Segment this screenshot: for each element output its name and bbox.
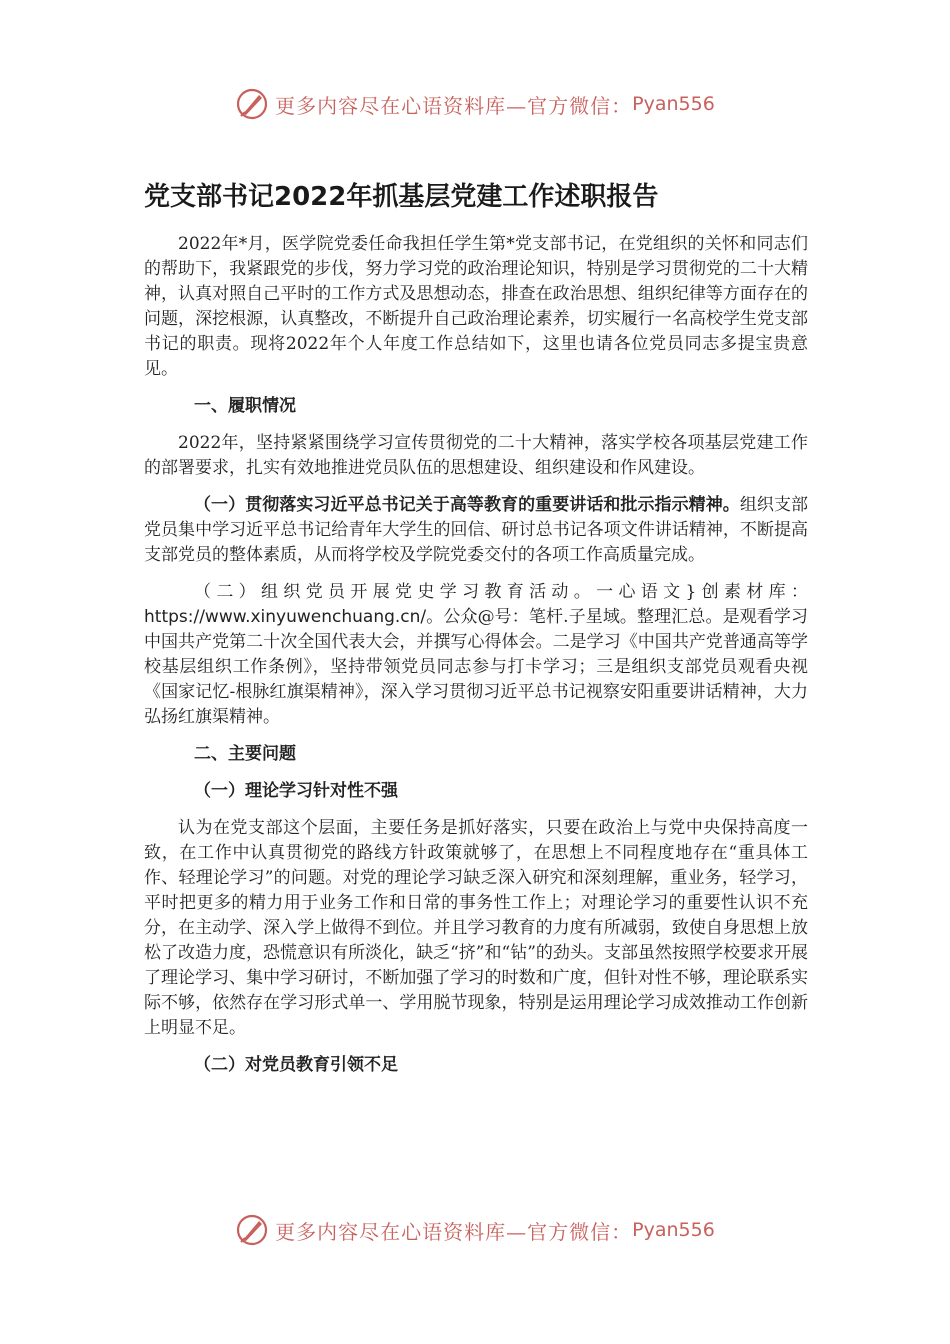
duties-item-1-body: 组织支部党员集中学习近平总书记给青年大学生的回信、研讨总书记各项文件讲话精神，不断提高支部党员的整体素质，从而将学校及学院党委交付的各项工作高质量完成。: [144, 495, 808, 565]
duties-item-2-url: https://www.xinyuwenchuang.cn/: [144, 607, 427, 627]
quill-logo-icon: [235, 87, 269, 121]
duties-item-2: [144, 580, 808, 730]
document-body: [144, 232, 808, 1090]
quill-logo-icon: [235, 1213, 269, 1247]
intro-paragraph: 2022年*月，医学院党委任命我担任学生第*党支部书记，在党组织的关怀和同志们的帮助下，我紧跟党的步伐，努力学习党的政治理论知识，特别是学习贯彻党的二十大精神，认真对照自己平时的工作方式及思想动态，排查在政治思想、组织纪律等方面存在的问题，深挖根源，认真整改，不断提升自己政治理论素养，切实履行一名高校学生党支部书记的职责。现将2022年个人年度工作总结如下，这里也请各位党员同志多提宝贵意见。: [144, 234, 808, 379]
document-title: 党支部书记2022年抓基层党建工作述职报告: [144, 182, 659, 212]
duties-item-2-body: 。公众@号：笔杆.子星域。整理汇总。是观看学习中国共产党第二十次全国代表大会，并撰写心得体会。二是学习《中国共产党普通高等学校基层组织工作条例》，坚持带领党员同志参与打卡学习；三是组织支部党员观看央视《国家记忆-根脉红旗渠精神》，深入学习贯彻习近平总书记视察安阳重要讲话精神，大力弘扬红旗渠精神。: [144, 607, 808, 727]
duties-item-1: [144, 493, 808, 568]
section-heading-problems: 二、主要问题: [194, 744, 296, 764]
watermark-banner-top: [0, 84, 950, 124]
duties-paragraph: 2022年，坚持紧紧围绕学习宣传贯彻党的二十大精神，落实学校各项基层党建工作的部署要求，扎实有效地推进党员队伍的思想建设、组织建设和作风建设。: [144, 433, 808, 478]
problems-subheading-1: （一）理论学习针对性不强: [194, 781, 398, 801]
banner-wechat-id: Pyan556: [632, 93, 715, 115]
problems-subheading-2: （二）对党员教育引领不足: [194, 1055, 398, 1075]
problems-paragraph-1: 认为在党支部这个层面，主要任务是抓好落实，只要在政治上与党中央保持高度一致，在工作中认真贯彻党的路线方针政策就够了，在思想上不同程度地存在“重具体工作、轻理论学习”的问题。对党的理论学习缺乏深入研究和深刻理解，重业务，轻学习，平时把更多的精力用于业务工作和日常的事务性工作上；对理论学习的重要性认识不充分，在主动学、深入学上做得不到位。并且学习教育的力度有所减弱，致使自身思想上放松了改造力度，恐慌意识有所淡化，缺乏“挤”和“钻”的劲头。支部虽然按照学校要求开展了理论学习、集中学习研讨，不断加强了学习的时数和广度，但针对性不够，理论联系实际不够，依然存在学习形式单一、学用脱节现象，特别是运用理论学习成效推动工作创新上明显不足。: [144, 818, 808, 1038]
banner-text: 更多内容尽在心语资料库—官方微信：: [275, 93, 633, 118]
banner-wechat-id: Pyan556: [632, 1219, 715, 1241]
section-heading-duties: 一、履职情况: [194, 396, 296, 416]
watermark-banner-bottom: [0, 1210, 950, 1250]
duties-item-1-lead: （一）贯彻落实习近平总书记关于高等教育的重要讲话和批示指示精神。: [194, 495, 740, 515]
duties-item-2-pre: （二）组织党员开展党史学习教育活动。一心语文}创素材库：: [194, 582, 808, 602]
banner-text: 更多内容尽在心语资料库—官方微信：: [275, 1219, 633, 1244]
